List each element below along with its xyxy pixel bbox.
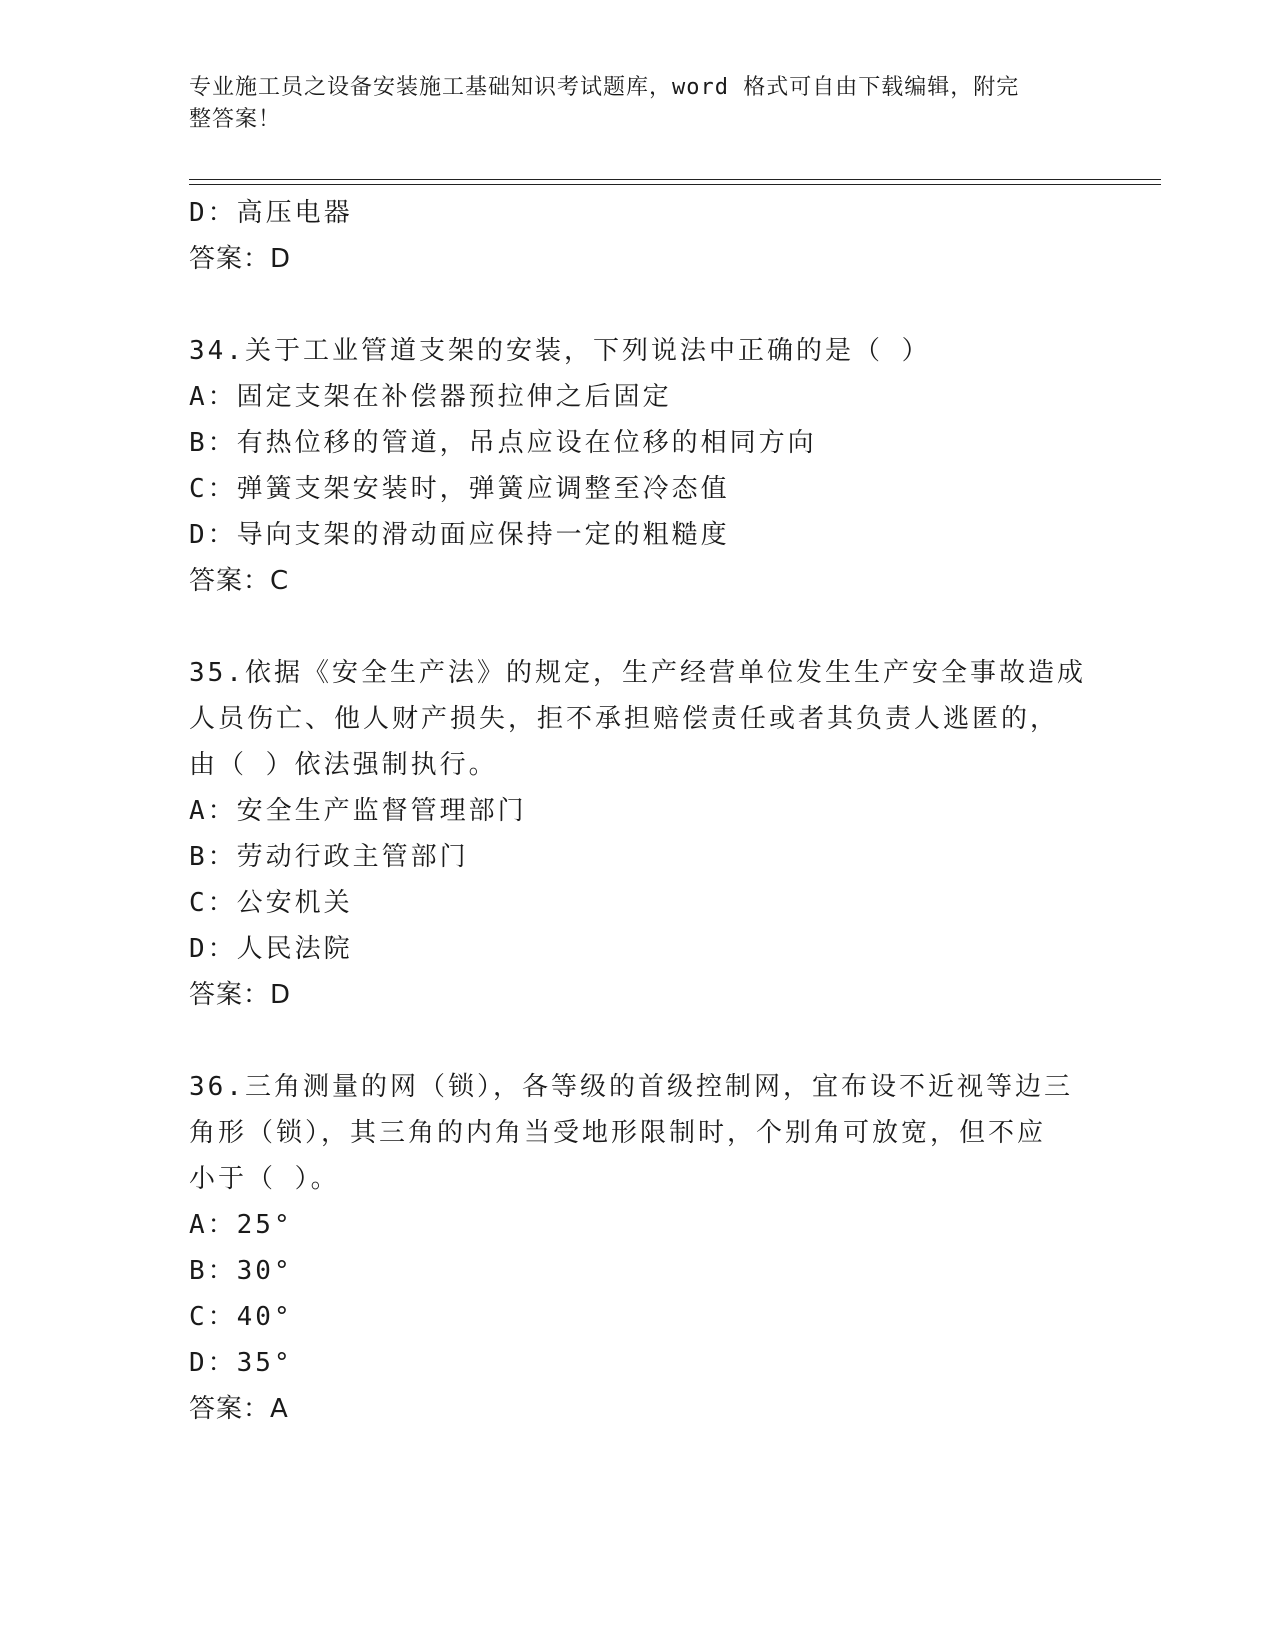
answer: 答案：D	[189, 244, 292, 274]
option-a: A：25°	[189, 1210, 293, 1240]
question-36	[189, 1064, 1089, 1432]
option-a: A：固定支架在补偿器预拉伸之后固定	[189, 382, 672, 412]
option-c: C：公安机关	[189, 888, 353, 918]
header-line-2: 整答案！	[189, 107, 282, 132]
option-c: C：弹簧支架安装时，弹簧应调整至冷态值	[189, 474, 730, 504]
question-stem-line-3: 由（ ）依法强制执行。	[189, 750, 498, 780]
option-c: C：40°	[189, 1302, 293, 1332]
question-stem-line-1: 36.三角测量的网（锁），各等级的首级控制网，宜布设不近视等边三	[189, 1072, 1073, 1102]
option-d: D：高压电器	[189, 198, 353, 228]
question-gap	[189, 1018, 1089, 1064]
question-stem-line-2: 人员伤亡、他人财产损失，拒不承担赔偿责任或者其负责人逃匿的，	[189, 704, 1060, 734]
question-stem-line-3: 小于（ ）。	[189, 1164, 340, 1194]
question-gap	[189, 282, 1089, 328]
question-34	[189, 328, 1089, 604]
option-d: D：人民法院	[189, 934, 353, 964]
question-33	[189, 190, 1089, 282]
header-divider-top	[189, 179, 1161, 180]
option-b: B：劳动行政主管部门	[189, 842, 469, 872]
answer: 答案：C	[189, 566, 290, 596]
question-gap	[189, 604, 1089, 650]
option-d: D：35°	[189, 1348, 293, 1378]
question-list	[189, 190, 1089, 1432]
option-b: B：30°	[189, 1256, 293, 1286]
header-divider-bottom	[189, 184, 1161, 185]
option-d: D：导向支架的滑动面应保持一定的粗糙度	[189, 520, 730, 550]
document-header	[189, 72, 1089, 136]
question-stem-line-2: 角形（锁），其三角的内角当受地形限制时，个别角可放宽，但不应	[189, 1118, 1047, 1148]
question-35	[189, 650, 1089, 1018]
option-a: A：安全生产监督管理部门	[189, 796, 527, 826]
question-stem-line-1: 35.依据《安全生产法》的规定，生产经营单位发生生产安全事故造成	[189, 658, 1086, 688]
question-stem: 34.关于工业管道支架的安装，下列说法中正确的是（ ）	[189, 336, 931, 366]
header-line-1: 专业施工员之设备安装施工基础知识考试题库，word 格式可自由下载编辑，附完	[189, 75, 1020, 100]
answer: 答案：A	[189, 1394, 289, 1424]
option-b: B：有热位移的管道，吊点应设在位移的相同方向	[189, 428, 817, 458]
answer: 答案：D	[189, 980, 292, 1010]
